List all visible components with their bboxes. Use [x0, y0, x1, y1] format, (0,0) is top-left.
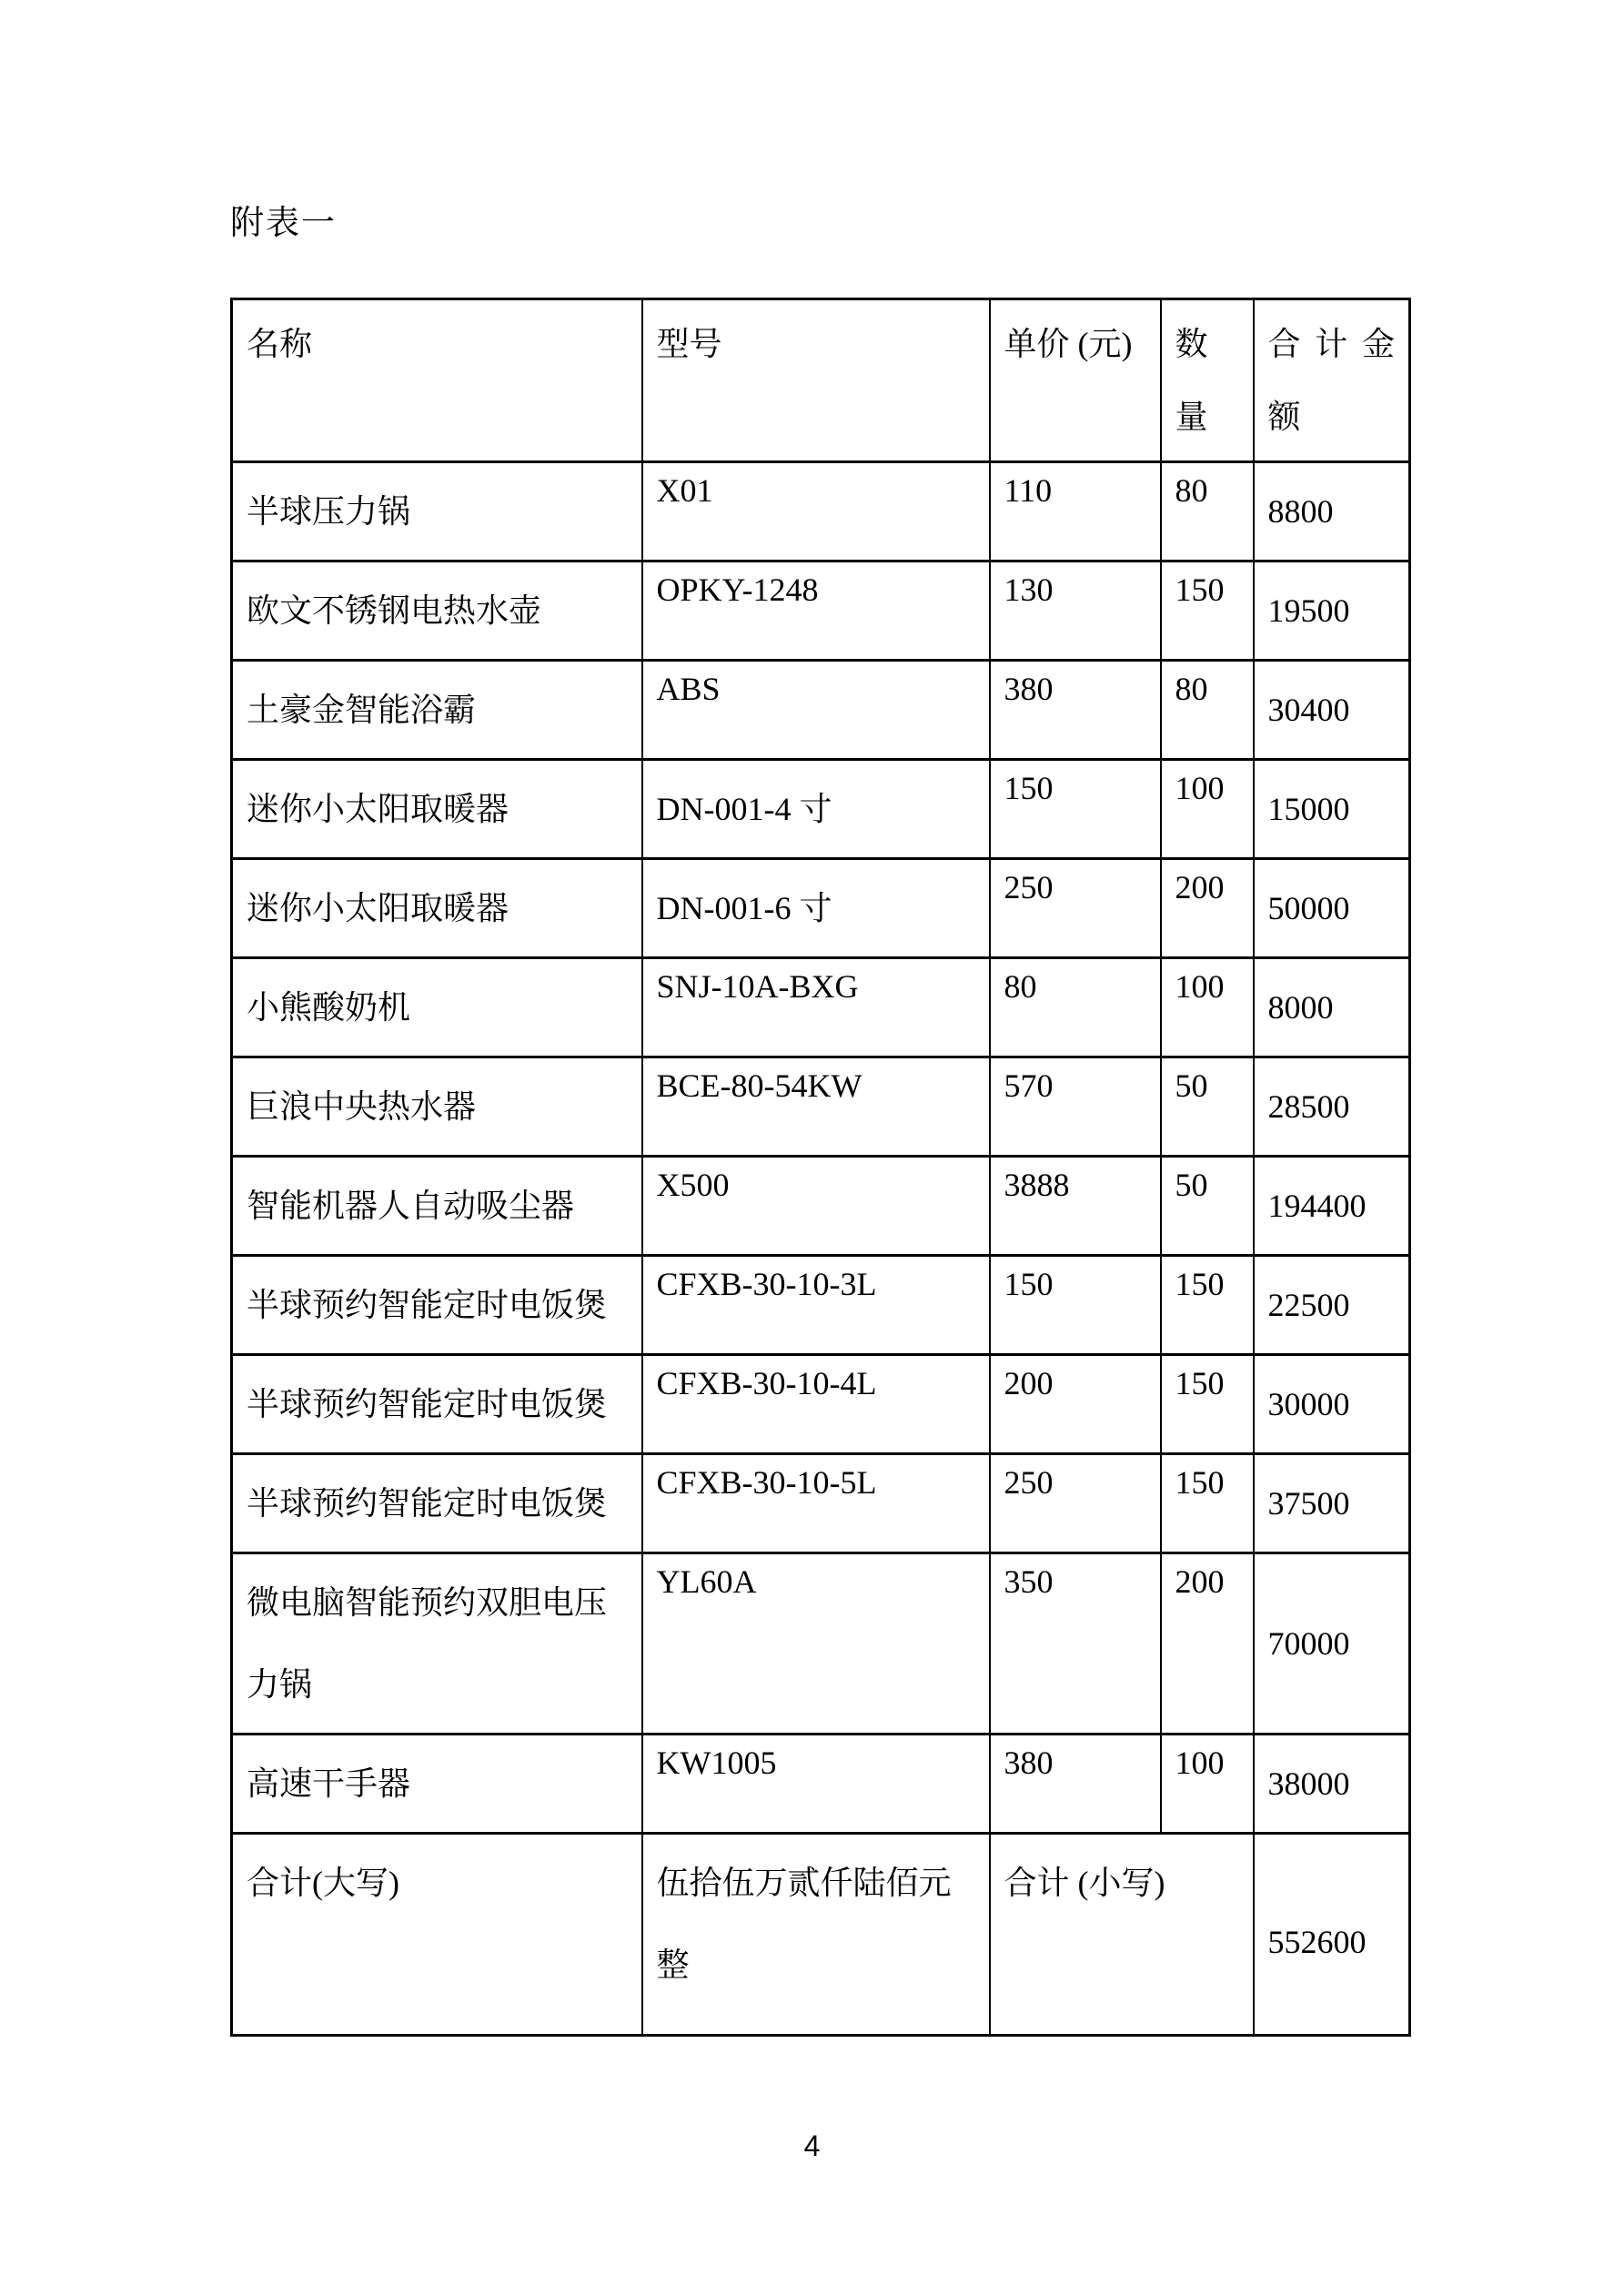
- name-cell: 智能机器人自动吸尘器: [232, 1157, 642, 1256]
- table-row: [232, 1355, 1410, 1454]
- price-cell: 3888: [990, 1157, 1161, 1256]
- model-cell: YL60A: [642, 1553, 990, 1735]
- total-cell: 38000: [1254, 1735, 1410, 1834]
- model-cell: BCE-80-54KW: [642, 1057, 990, 1157]
- price-cell: 150: [990, 760, 1161, 859]
- model-cell: DN-001-6 寸: [642, 859, 990, 958]
- summary-amount-words-cell: 伍拾伍万贰仟陆佰元整: [642, 1834, 990, 2036]
- header-quantity: [1161, 299, 1254, 462]
- model-cell: SNJ-10A-BXG: [642, 958, 990, 1057]
- total-cell: 37500: [1254, 1454, 1410, 1553]
- name-cell: 小熊酸奶机: [232, 958, 642, 1057]
- table-row: [232, 462, 1410, 561]
- table-row: [232, 561, 1410, 661]
- price-cell: 110: [990, 462, 1161, 561]
- items-table: [230, 298, 1411, 2037]
- summary-sublabel-cell: 合计 (小写): [990, 1834, 1254, 2036]
- model-cell: CFXB-30-10-4L: [642, 1355, 990, 1454]
- qty-cell: 150: [1161, 1256, 1254, 1355]
- price-cell: 350: [990, 1553, 1161, 1735]
- table-row: [232, 760, 1410, 859]
- qty-cell: 80: [1161, 462, 1254, 561]
- model-cell: CFXB-30-10-5L: [642, 1454, 990, 1553]
- name-cell: 高速干手器: [232, 1735, 642, 1834]
- header-model: 型号: [642, 299, 990, 462]
- model-cell: DN-001-4 寸: [642, 760, 990, 859]
- table-row: [232, 859, 1410, 958]
- price-cell: 380: [990, 1735, 1161, 1834]
- name-cell: 半球预约智能定时电饭煲: [232, 1454, 642, 1553]
- name-cell: 巨浪中央热水器: [232, 1057, 642, 1157]
- price-cell: 570: [990, 1057, 1161, 1157]
- qty-cell: 50: [1161, 1057, 1254, 1157]
- price-cell: 250: [990, 1454, 1161, 1553]
- total-cell: 70000: [1254, 1553, 1410, 1735]
- price-cell: 80: [990, 958, 1161, 1057]
- model-cell: X01: [642, 462, 990, 561]
- table-row: [232, 1157, 1410, 1256]
- total-cell: 28500: [1254, 1057, 1410, 1157]
- items-table-container: [230, 298, 1411, 2037]
- qty-cell: 150: [1161, 561, 1254, 661]
- qty-cell: 50: [1161, 1157, 1254, 1256]
- total-cell: 30400: [1254, 661, 1410, 760]
- qty-cell: 150: [1161, 1355, 1254, 1454]
- qty-cell: 150: [1161, 1454, 1254, 1553]
- header-unit-price: 单价 (元): [990, 299, 1161, 462]
- name-cell: 半球压力锅: [232, 462, 642, 561]
- price-cell: 150: [990, 1256, 1161, 1355]
- header-total-amount-text: 合计金额: [1267, 326, 1395, 435]
- table-row: [232, 1256, 1410, 1355]
- table-row: [232, 661, 1410, 760]
- summary-label-cell: 合计(大写): [232, 1834, 642, 2036]
- model-cell: OPKY-1248: [642, 561, 990, 661]
- header-quantity-line1: 数: [1175, 326, 1208, 362]
- total-cell: 30000: [1254, 1355, 1410, 1454]
- table-row: [232, 958, 1410, 1057]
- total-cell: 19500: [1254, 561, 1410, 661]
- qty-cell: 200: [1161, 859, 1254, 958]
- qty-cell: 100: [1161, 760, 1254, 859]
- price-cell: 250: [990, 859, 1161, 958]
- header-name: 名称: [232, 299, 642, 462]
- total-cell: 8800: [1254, 462, 1410, 561]
- table-row: [232, 1454, 1410, 1553]
- model-cell: X500: [642, 1157, 990, 1256]
- name-cell: 迷你小太阳取暖器: [232, 859, 642, 958]
- name-cell: 迷你小太阳取暖器: [232, 760, 642, 859]
- price-cell: 130: [990, 561, 1161, 661]
- qty-cell: 80: [1161, 661, 1254, 760]
- model-cell: CFXB-30-10-3L: [642, 1256, 990, 1355]
- name-cell: 半球预约智能定时电饭煲: [232, 1355, 642, 1454]
- summary-total-cell: 552600: [1254, 1834, 1410, 2036]
- price-cell: 380: [990, 661, 1161, 760]
- name-cell: 半球预约智能定时电饭煲: [232, 1256, 642, 1355]
- price-cell: 200: [990, 1355, 1161, 1454]
- table-row: [232, 1553, 1410, 1735]
- summary-row: [232, 1834, 1410, 2036]
- table-row: [232, 1735, 1410, 1834]
- page-title: 附表一: [230, 205, 337, 242]
- name-cell: 土豪金智能浴霸: [232, 661, 642, 760]
- model-cell: KW1005: [642, 1735, 990, 1834]
- name-cell: 微电脑智能预约双胆电压力锅: [232, 1553, 642, 1735]
- header-total-amount: [1254, 299, 1410, 462]
- total-cell: 15000: [1254, 760, 1410, 859]
- total-cell: 8000: [1254, 958, 1410, 1057]
- table-row: [232, 1057, 1410, 1157]
- qty-cell: 100: [1161, 958, 1254, 1057]
- qty-cell: 200: [1161, 1553, 1254, 1735]
- name-cell: 欧文不锈钢电热水壶: [232, 561, 642, 661]
- header-quantity-line2: 量: [1175, 399, 1208, 435]
- total-cell: 22500: [1254, 1256, 1410, 1355]
- model-cell: ABS: [642, 661, 990, 760]
- qty-cell: 100: [1161, 1735, 1254, 1834]
- table-header-row: [232, 299, 1410, 462]
- page-number: 4: [803, 2129, 821, 2162]
- total-cell: 194400: [1254, 1157, 1410, 1256]
- total-cell: 50000: [1254, 859, 1410, 958]
